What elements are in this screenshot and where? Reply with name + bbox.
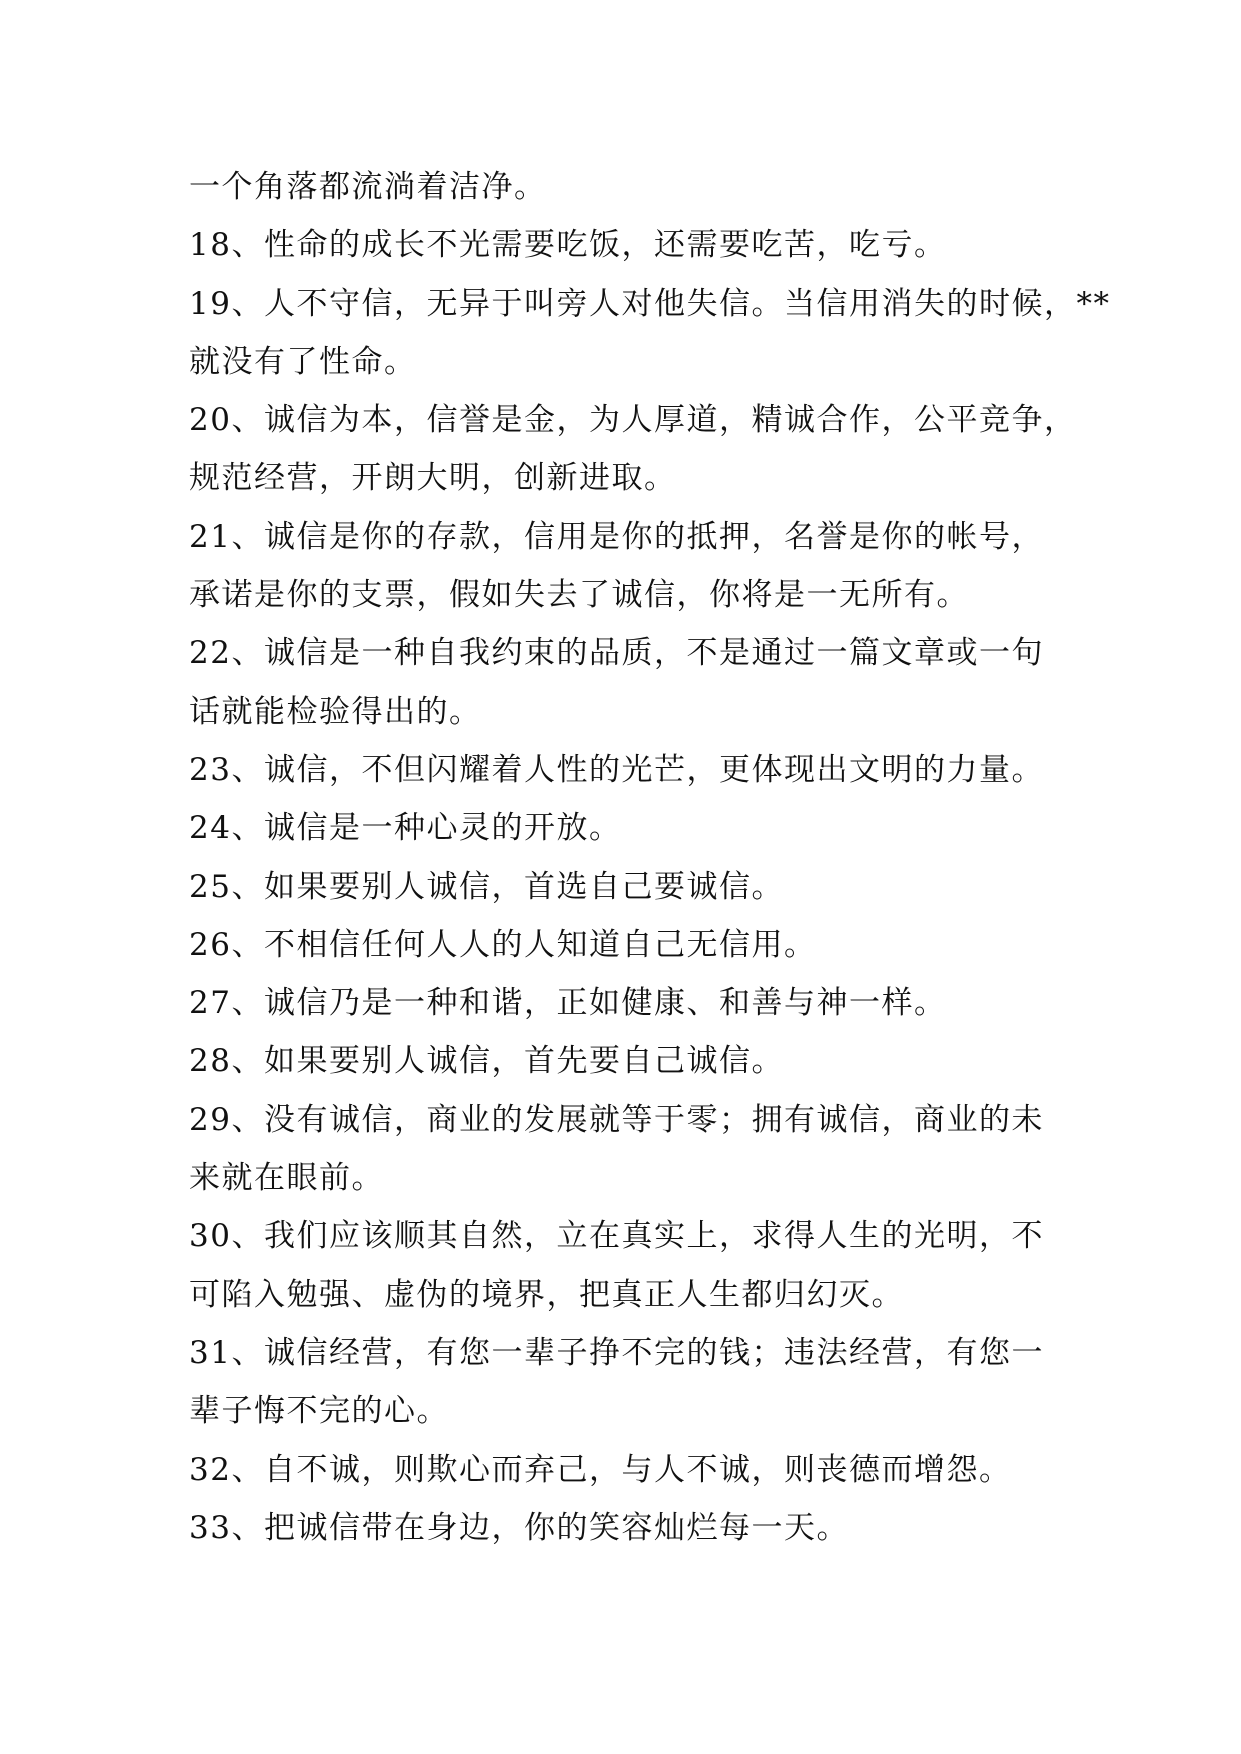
text-line: 规范经营，开朗大明，创新进取。: [189, 460, 677, 497]
text-line: 承诺是你的支票，假如失去了诚信，你将是一无所有。: [189, 577, 969, 614]
text-line: 24、诚信是一种心灵的开放。: [189, 810, 622, 847]
text-line: 23、诚信，不但闪耀着人性的光芒，更体现出文明的力量。: [189, 751, 1044, 788]
text-line: 31、诚信经营，有您一辈子挣不完的钱；违法经营，有您一: [189, 1334, 1044, 1371]
text-line: 辈子悔不完的心。: [189, 1393, 449, 1430]
text-line: 就没有了性命。: [189, 343, 417, 380]
text-line: 26、不相信任何人人的人知道自己无信用。: [189, 926, 817, 963]
text-line: 30、我们应该顺其自然，立在真实上，求得人生的光明，不: [189, 1218, 1044, 1255]
text-line: 19、人不守信，无异于叫旁人对他失信。当信用消失的时候，**: [189, 285, 1111, 322]
text-line: 可陷入勉强、虚伪的境界，把真正人生都归幻灭。: [189, 1276, 904, 1313]
text-body: [189, 158, 1111, 1557]
text-line: 27、诚信乃是一种和谐，正如健康、和善与神一样。: [189, 985, 947, 1022]
text-line: 话就能检验得出的。: [189, 693, 482, 730]
text-line: 18、性命的成长不光需要吃饭，还需要吃苦，吃亏。: [189, 227, 947, 264]
text-line: 32、自不诚，则欺心而弃己，与人不诚，则丧德而增怨。: [189, 1451, 1012, 1488]
text-line: 一个角落都流淌着洁净。: [189, 169, 547, 205]
text-line: 28、如果要别人诚信，首先要自己诚信。: [189, 1043, 784, 1080]
text-line: 33、把诚信带在身边，你的笑容灿烂每一天。: [189, 1509, 849, 1546]
text-line: 29、没有诚信，商业的发展就等于零；拥有诚信，商业的未: [189, 1101, 1044, 1138]
text-line: 20、诚信为本，信誉是金，为人厚道，精诚合作，公平竞争，: [189, 402, 1077, 439]
text-line: 25、如果要别人诚信，首选自己要诚信。: [189, 868, 784, 905]
text-line: 来就在眼前。: [189, 1160, 384, 1197]
text-line: 21、诚信是你的存款，信用是你的抵押，名誉是你的帐号，: [189, 518, 1044, 555]
text-line: 22、诚信是一种自我约束的品质，不是通过一篇文章或一句: [189, 635, 1044, 672]
